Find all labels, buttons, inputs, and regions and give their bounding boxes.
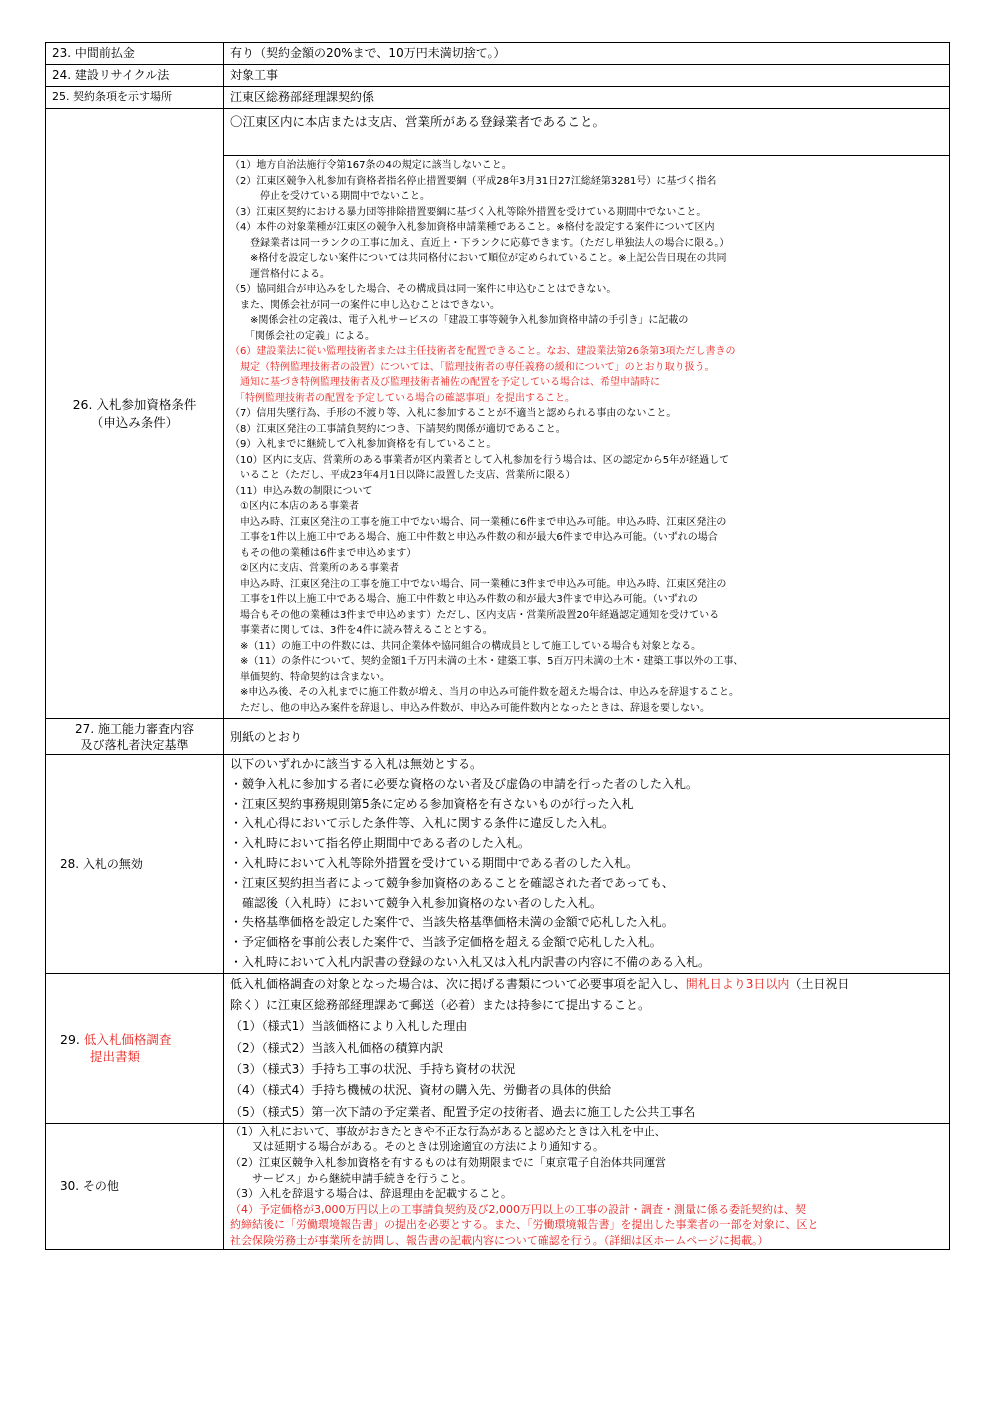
condition-line: また、関係会社が同一の案件に申し込むことはできない。 [230, 299, 500, 311]
condition-line: 規定（特例監理技術者の設置）については、「監理技術者の専任義務の緩和について」のとおり取り扱う。 [230, 361, 715, 373]
row-26 [46, 109, 950, 156]
row-26-header-cell [224, 109, 950, 156]
row-29-intro-2: 除く）に江東区総務部経理課あて郵送（必着）または持参にて提出すること。 [230, 998, 651, 1013]
row-24-value: 対象工事 [224, 65, 950, 87]
row-24-label: 24. 建設リサイクル法 [46, 65, 224, 87]
row-29-intro-1c: （土日祝日 [789, 976, 850, 991]
other-note-line: 又は延期する場合がある。そのときは別途適宜の方法により通知する。 [230, 1140, 604, 1154]
condition-line: （4）本件の対象業種が江東区の競争入札参加資格申請業種であること。※格付を設定する案件について区内 [230, 222, 715, 233]
row-30-label: 30. その他 [46, 1123, 224, 1249]
condition-line: ※（11）の施工中の件数には、共同企業体や協同組合の構成員として施工している場合も対象となる。 [230, 640, 702, 652]
condition-line: （6）建設業法に従い監理技術者または主任技術者を配置できること。なお、建設業法第26条第3項ただし書きの [230, 346, 736, 357]
row-23-label: 23. 中間前払金 [46, 43, 224, 65]
condition-line: 事業者に関しては、3件を4件に読み替えることとする。 [230, 625, 493, 636]
condition-line: （8）江東区発注の工事請負契約につき、下請契約関係が適切であること。 [230, 423, 566, 435]
other-note-line: サービス」から継続申請手続きを行うこと。 [230, 1171, 472, 1185]
condition-line: ※（11）の条件について、契約金額1千万円未満の土木・建築工事、5百万円未満の土木・建築工事以外の工事、 [230, 656, 744, 667]
condition-line: （5）協同組合が申込みをした場合、その構成員は同一案件に申込むことはできない。 [230, 284, 617, 295]
condition-line: （3）江東区契約における暴力団等排除措置要綱に基づく入札等除外措置を受けている期間中でないこと。 [230, 206, 707, 218]
condition-line: 通知に基づき特例監理技術者及び監理技術者補佐の配置を予定している場合は、希望申請時に [230, 377, 660, 388]
row-30-labor-report-note [230, 1202, 943, 1249]
labor-report-line: 社会保険労務士が事業所を訪問し、報告書の記載内容について確認を行う。（詳細は区ホームページに掲載。） [230, 1234, 769, 1247]
invalid-bid-line: ・江東区契約担当者によって競争参加資格のあることを確認された者であっても、 [230, 875, 674, 890]
row-29-intro-1a: 低入札価格調査の対象となった場合は、次に掲げる書類について必要事項を記入し、 [230, 976, 686, 991]
row-27-value: 別紙のとおり [224, 719, 950, 755]
row-28-label: 28. 入札の無効 [46, 755, 224, 974]
condition-line: ②区内に支店、営業所のある事業者 [230, 563, 399, 574]
condition-line: ※格付を設定しない案件については共同格付において順位が定められていること。※上記公告日現在の共同 [230, 253, 727, 264]
row-29-content [224, 973, 950, 1123]
invalid-bid-line: 確認後（入札時）において競争入札参加資格のない者のした入札。 [230, 895, 603, 910]
invalid-bid-line: ・予定価格を事前公表した案件で、当該予定価格を超える金額で応札した入札。 [230, 935, 662, 950]
condition-line: 申込み時、江東区発注の工事を施工中でない場合、同一業種に3件まで申込み可能。申込み時、江東区発注の [230, 578, 727, 590]
invalid-bid-line: ・入札心得において示した条件等、入札に関する条件に違反した入札。 [230, 816, 615, 831]
condition-line: ※申込み後、その入札までに施工件数が増え、当月の申込み可能件数を超えた場合は、申込みを辞退すること。 [230, 687, 739, 698]
invalid-bid-line: ・江東区契約事務規則第5条に定める参加資格を有さないものが行った入札 [230, 796, 634, 811]
invalid-bid-line: 以下のいずれかに該当する入札は無効とする。 [230, 757, 483, 771]
condition-line: ①区内に本店のある事業者 [230, 501, 359, 512]
form-item: （3）（様式3）手持ち工事の状況、手持ち資材の状況 [230, 1061, 516, 1076]
row-26-header: 〇江東区内に本店または支店、営業所がある登録業者であること。 [230, 114, 606, 129]
form-item: （5）（様式5）第一次下請の予定業者、配置予定の技術者、過去に施工した公共工事名 [230, 1104, 696, 1119]
condition-line: 停止を受けている期間中でないこと。 [230, 191, 430, 202]
invalid-bid-line: ・入札時において指名停止期間中である者のした入札。 [230, 836, 531, 851]
other-note-line: （3）入札を辞退する場合は、辞退理由を記載すること。 [230, 1187, 512, 1201]
row-26-conditions-list [224, 156, 950, 719]
invalid-bid-line: ・競争入札に参加する者に必要な資格のない者及び虚偽の申請を行った者のした入札。 [230, 776, 699, 791]
condition-line: 登録業者は同一ランクの工事に加え、直近上・下ランクに応募できます。（ただし単独法人の場合に限る。） [230, 237, 730, 249]
labor-report-line: （4）予定価格が3,000万円以上の工事請負契約及び2,000万円以上の工事の設計・調査・測量に係る委託契約は、契 [230, 1202, 806, 1216]
condition-line: 申込み時、江東区発注の工事を施工中でない場合、同一業種に6件まで申込み可能。申込み時、江東区発注の [230, 516, 727, 528]
condition-line: （10）区内に支店、営業所のある事業者が区内業者として入札参加を行う場合は、区の認定から5年が経過して [230, 454, 730, 466]
row-30 [46, 1123, 950, 1249]
condition-line: 場合もその他の業種は3件まで申込めます）ただし、区内支店・営業所設置20年経過認定通知を受けている [230, 609, 720, 621]
row-30-list [230, 1124, 943, 1202]
condition-line: 単価契約、特命契約は含まない。 [230, 671, 390, 683]
conditions-table [45, 42, 950, 1250]
row-29-label-title: 低入札価格調査 [83, 1032, 172, 1048]
row-23-value: 有り（契約金額の20%まで、10万円未満切捨て。） [224, 43, 950, 65]
condition-line: もその他の業種は6件まで申込めます） [230, 547, 417, 559]
invalid-bid-line: ・入札時において入札内訳書の登録のない入札又は入札内訳書の内容に不備のある入札。 [230, 954, 711, 969]
row-28 [46, 755, 950, 974]
labor-report-line: 約締結後に「労働環境報告書」の提出を必要とする。また、「労働環境報告書」を提出した事業者の一部を対象に、区と [230, 1218, 819, 1232]
row-29-label [46, 973, 224, 1123]
row-26-label-line-1: 26. 入札参加資格条件 [72, 396, 197, 412]
condition-line: （1）地方自治法施行令第167条の4の規定に該当しないこと。 [230, 160, 512, 171]
row-29-deadline: 開札日より3日以内 [685, 976, 790, 991]
condition-line: （2）江東区競争入札参加有資格者指名停止措置要綱（平成28年3月31日27江総経第3281号）に基づく指名 [230, 175, 717, 187]
condition-line: いること（ただし、平成23年4月1日以降に設置した支店、営業所に限る） [230, 470, 576, 481]
row-30-content [224, 1123, 950, 1249]
form-item: （4）（様式4）手持ち機械の状況、資材の購入先、労働者の具体的供給 [230, 1083, 612, 1098]
invalid-bid-line: ・失格基準価格を設定した案件で、当該失格基準価格未満の金額で応札した入札。 [230, 915, 674, 930]
row-27 [46, 719, 950, 755]
row-25-value: 江東区総務部経理課契約係 [224, 87, 950, 109]
row-29 [46, 973, 950, 1123]
row-25 [46, 87, 950, 109]
row-29-form-list [230, 1016, 943, 1122]
other-note-line: （1）入札において、事故がおきたときや不正な行為があると認めたときは入札を中止、 [230, 1124, 666, 1138]
row-27-label-line-2: 及び落札者決定基準 [80, 737, 189, 752]
row-29-intro-1 [230, 974, 943, 995]
condition-line: （7）信用失墜行為、手形の不渡り等、入札に参加することが不適当と認められる事由のないこと。 [230, 408, 677, 419]
row-28-list [224, 755, 950, 974]
form-item: （2）（様式2）当該入札価格の積算内訳 [230, 1040, 444, 1055]
row-24 [46, 65, 950, 87]
condition-line: 工事を1件以上施工中である場合、施工中件数と申込み件数の和が最大6件まで申込み可能。（いずれの場合 [230, 532, 718, 543]
row-29-label-subtitle: 提出書類 [90, 1049, 141, 1065]
form-item: （1）（様式1）当該価格により入札した理由 [230, 1019, 468, 1034]
condition-line: （9）入札までに継続して入札参加資格を有していること。 [230, 439, 497, 450]
row-25-label: 25. 契約条項を示す場所 [46, 87, 224, 109]
row-26-label [46, 109, 224, 719]
row-29-label-prefix: 29. [60, 1032, 80, 1048]
other-note-line: （2）江東区競争入札参加資格を有するものは有効期限までに「東京電子自治体共同運営 [230, 1156, 666, 1170]
row-27-label [46, 719, 224, 755]
condition-line: （11）申込み数の制限について [230, 485, 373, 497]
condition-line: 運営格付による。 [230, 268, 330, 280]
row-23 [46, 43, 950, 65]
row-26-label-line-2: （申込み条件） [90, 414, 179, 430]
condition-line: ※関係会社の定義は、電子入札サービスの「建設工事等競争入札参加資格申請の手引き」に記載の [230, 315, 689, 326]
condition-line: 工事を1件以上施工中である場合、施工中件数と申込み件数の和が最大3件まで申込み可能。（いずれの [230, 594, 698, 605]
condition-line: 「関係会社の定義」による。 [230, 330, 375, 342]
condition-line: ただし、他の申込み案件を辞退し、申込み件数が、申込み可能件数内となったときは、辞退を要しない。 [230, 702, 710, 714]
row-27-label-line-1: 27. 施工能力審査内容 [75, 721, 194, 736]
condition-line: 「特例監理技術者の配置を予定している場合の確認事項」を提出すること。 [230, 392, 575, 404]
invalid-bid-line: ・入札時において入札等除外措置を受けている期間中である者のした入札。 [230, 855, 639, 870]
